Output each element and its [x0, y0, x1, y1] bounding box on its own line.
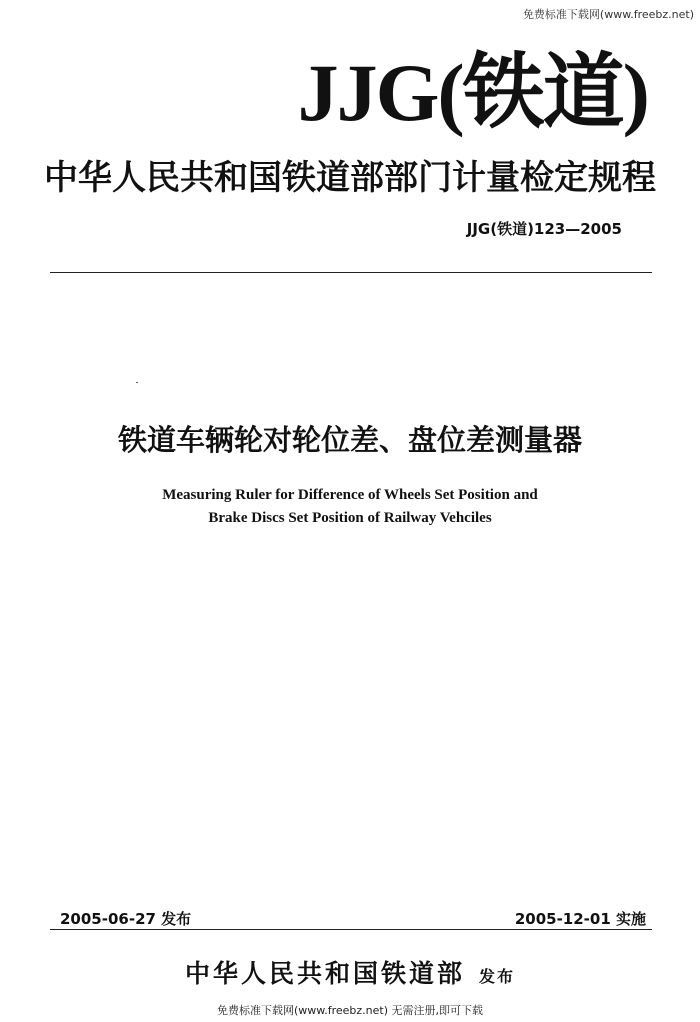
title-en-line-1: Measuring Ruler for Difference of Wheels Set Position and — [162, 487, 538, 503]
document-title-en — [0, 484, 700, 530]
bottom-divider — [50, 929, 652, 930]
issue-date: 2005-06-27 发布 — [60, 910, 192, 928]
publisher-line — [0, 954, 700, 990]
document-title-cn: 铁道车辆轮对轮位差、盘位差测量器 — [117, 423, 582, 457]
speck — [136, 382, 138, 383]
publisher-verb: 发布 — [479, 967, 516, 986]
watermark-top: 免费标准下载网(www.freebz.net) — [522, 8, 694, 21]
regulation-category-title: 中华人民共和国铁道部部门计量检定规程 — [44, 158, 656, 198]
standard-number: JJG(铁道)123—2005 — [466, 220, 622, 238]
publisher-name: 中华人民共和国铁道部 — [184, 959, 465, 988]
title-en-line-2: Brake Discs Set Position of Railway Vehciles — [208, 510, 492, 526]
watermark-bottom: 免费标准下载网(www.freebz.net) 无需注册,即可下载 — [216, 1004, 484, 1017]
standard-code-heading: JJG(铁道) — [297, 47, 648, 138]
top-divider — [50, 272, 652, 273]
implementation-date: 2005-12-01 实施 — [514, 910, 646, 928]
